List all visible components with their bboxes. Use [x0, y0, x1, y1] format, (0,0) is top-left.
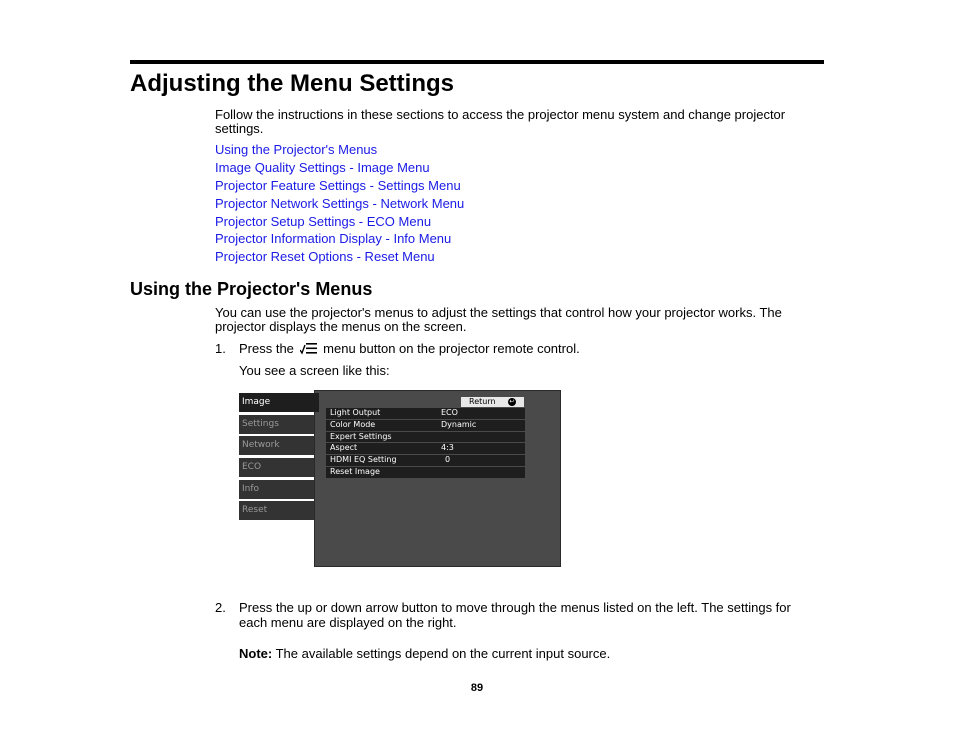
setting-name: Reset Image	[330, 466, 380, 476]
setting-row	[326, 467, 525, 479]
setting-name: Color Mode	[330, 419, 376, 429]
top-rule	[130, 60, 824, 64]
section-body: You can use the projector's menus to adjust the settings that control how your projector works. The projector displays the menus on the screen.	[215, 305, 782, 334]
setting-row	[326, 432, 525, 444]
setting-value: ECO	[441, 408, 458, 417]
setting-value: Dynamic	[441, 419, 477, 429]
setting-name: Aspect	[330, 443, 358, 453]
link-eco-menu[interactable]: Projector Setup Settings - ECO Menu	[215, 213, 432, 229]
note	[239, 646, 610, 661]
page-number: 89	[470, 682, 484, 694]
link-image-menu[interactable]: Image Quality Settings - Image Menu	[215, 159, 430, 175]
setting-name: Expert Settings	[330, 431, 392, 441]
menu-item-info: Info	[239, 480, 314, 499]
step1-before: Press the	[239, 341, 294, 356]
page-title: Adjusting the Menu Settings	[130, 70, 454, 97]
setting-name: Light Output	[330, 408, 381, 417]
setting-row	[326, 455, 525, 467]
settings-list	[326, 408, 525, 479]
step1-subtext: You see a screen like this:	[239, 363, 390, 378]
menu-button-icon	[300, 342, 318, 355]
setting-value: 4:3	[441, 443, 454, 453]
menu-item-network: Network	[239, 436, 314, 455]
section-heading: Using the Projector's Menus	[130, 279, 373, 299]
step1-text	[239, 341, 580, 356]
note-text: The available settings depend on the current input source.	[275, 646, 611, 661]
step2-number: 2.	[215, 600, 226, 615]
setting-value: 0	[445, 455, 451, 465]
projector-menu-screen	[239, 390, 562, 567]
step1-number: 1.	[215, 341, 226, 356]
setting-row	[326, 420, 525, 432]
return-label: Return	[469, 397, 496, 406]
link-network-menu[interactable]: Projector Network Settings - Network Menu	[215, 195, 465, 211]
link-info-menu[interactable]: Projector Information Display - Info Menu	[215, 231, 452, 247]
setting-row	[326, 443, 525, 455]
step1-after: menu button on the projector remote control.	[323, 341, 580, 356]
menu-item-image: Image	[239, 393, 319, 412]
intro-paragraph: Follow the instructions in these sections to access the projector menu system and change projector settings.	[215, 107, 786, 136]
return-button	[461, 397, 524, 407]
step2-text: Press the up or down arrow button to move through the menus listed on the left. The settings for each menu are displayed on the right.	[239, 600, 791, 630]
menu-item-eco: ECO	[239, 458, 314, 477]
setting-row	[326, 408, 525, 420]
note-label: Note:	[239, 646, 273, 661]
menu-item-reset: Reset	[239, 501, 314, 520]
section-links	[215, 142, 464, 267]
link-using-menus[interactable]: Using the Projector's Menus	[215, 142, 378, 157]
link-reset-menu[interactable]: Projector Reset Options - Reset Menu	[215, 249, 435, 265]
menu-item-settings: Settings	[239, 415, 314, 434]
setting-name: HDMI EQ Setting	[330, 455, 397, 465]
return-icon: ↩	[509, 398, 515, 405]
link-settings-menu[interactable]: Projector Feature Settings - Settings Menu	[215, 177, 461, 193]
